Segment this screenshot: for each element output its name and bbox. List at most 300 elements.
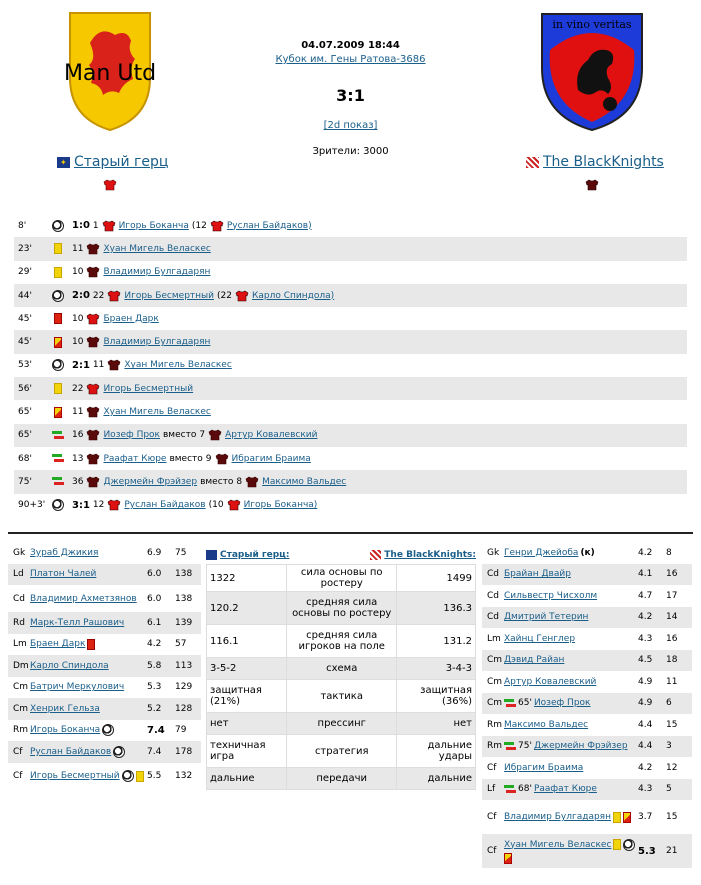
ball-icon (122, 770, 134, 782)
away-flag-icon (526, 157, 539, 168)
show-2d-link[interactable]: [2d показ] (323, 120, 378, 131)
player-rating: 4.9 (638, 676, 653, 687)
player-cell (504, 677, 638, 687)
player-rating: 5.3 (638, 845, 656, 857)
red-card-icon (87, 639, 95, 650)
lineup-row (8, 612, 201, 634)
sub-out-player-link[interactable]: Максимо Вальдес (262, 476, 347, 487)
ball-icon (52, 499, 64, 511)
sub-word: вместо (200, 476, 234, 487)
cup-link[interactable]: Кубок им. Гены Ратова-3686 (275, 54, 426, 65)
player-cell (30, 704, 147, 714)
player-link[interactable]: Джермейн Фрэйзер (103, 476, 198, 487)
player-position: Gk (487, 547, 500, 558)
event-score: 2:0 (72, 290, 90, 302)
shirt-icon (235, 290, 249, 302)
player-link[interactable]: Хуан Мигель Веласкес (504, 839, 612, 850)
player-link[interactable]: Хуан Мигель Веласкес (124, 360, 232, 371)
player-link[interactable]: Батрич Меркулович (30, 682, 125, 693)
player-position: Rm (487, 719, 503, 730)
player-number: 10 (72, 313, 84, 324)
shirt-icon (86, 406, 100, 418)
player-cell (504, 612, 638, 622)
second-yellow-card-icon (504, 853, 512, 864)
player-link[interactable]: Браен Дарк (103, 313, 159, 324)
comparison-row (207, 680, 476, 713)
player-link[interactable]: Владимир Булгадарян (103, 267, 211, 278)
player-link[interactable]: Руслан Байдаков (30, 746, 112, 757)
player-cell (30, 770, 147, 782)
player-cell (504, 812, 638, 823)
player-number: 36 (72, 476, 84, 487)
event-row (14, 237, 687, 260)
player-link[interactable]: Зураб Джикия (30, 547, 99, 558)
player-link[interactable]: Ибрагим Браима (504, 762, 584, 773)
player-rating: 4.7 (638, 590, 653, 601)
player-cell (504, 784, 638, 795)
player-position: Ld (13, 569, 24, 580)
ball-icon (52, 220, 64, 232)
player-power: 16 (666, 633, 678, 644)
shirt-icon (245, 476, 259, 488)
event-row (14, 307, 687, 330)
player-position: Cf (487, 846, 497, 856)
away-value: дальние удары (397, 735, 476, 768)
away-value: 1499 (397, 565, 476, 592)
event-row (14, 400, 687, 423)
player-number: 12 (92, 500, 105, 511)
event-icon-cell (50, 290, 66, 302)
comparison-label: средняя сила игроков на поле (287, 625, 397, 658)
away-value: 131.2 (397, 625, 476, 658)
shirt-icon (107, 499, 121, 511)
player-position: Cf (13, 746, 23, 757)
event-minute: 68' (18, 453, 32, 464)
player-cell (30, 661, 147, 671)
assist-link[interactable]: Карло Спиндола) (251, 290, 335, 301)
player-power: 6 (666, 698, 672, 709)
lineup-row (8, 698, 201, 720)
player-cell (504, 763, 638, 773)
lineup-row (8, 564, 201, 586)
player-position: Rm (13, 725, 29, 736)
player-position: Cf (487, 762, 497, 773)
player-cell (504, 548, 638, 558)
player-power: 3 (666, 741, 672, 752)
lineup-row (482, 542, 692, 564)
event-row (14, 424, 687, 447)
player-link[interactable]: Хуан Мигель Веласкес (103, 243, 211, 254)
event-icon-cell (50, 453, 66, 464)
player-link[interactable]: Владимир Булгадарян (504, 812, 611, 822)
player-power: 75 (175, 547, 187, 558)
player-link[interactable]: Раафат Кюре (103, 453, 167, 464)
home-value: 3-5-2 (207, 658, 287, 680)
comparison-label: тактика (287, 680, 397, 713)
shirt-icon (86, 453, 100, 465)
event-body (66, 290, 334, 302)
event-icon-cell (50, 243, 66, 254)
match-date: 04.07.2009 18:44 (301, 40, 400, 51)
player-rating: 4.2 (638, 762, 653, 773)
event-minute: 90+3' (18, 500, 46, 511)
player-cell (504, 634, 638, 644)
player-cell (504, 720, 638, 730)
comparison-table (206, 564, 476, 790)
player-position: Lm (13, 639, 27, 650)
away-value: дальние (397, 768, 476, 790)
player-position: Cd (487, 590, 499, 601)
player-position: Cd (487, 569, 499, 580)
home-lineup (8, 542, 201, 790)
event-body (66, 220, 312, 232)
event-row (14, 330, 687, 353)
player-link[interactable]: Генри Джейоба (504, 547, 579, 558)
comparison-row (207, 713, 476, 735)
player-rating: 4.4 (638, 719, 653, 730)
comparison-label: сила основы по ростеру (287, 565, 397, 592)
captain-badge: (к) (580, 547, 595, 558)
comparison-row (207, 768, 476, 790)
away-value: защитная (36%) (397, 680, 476, 713)
home-value: защитная (21%) (207, 680, 287, 713)
lineup-row (482, 736, 692, 758)
home-team (57, 154, 168, 170)
player-link[interactable]: Артур Ковалевский (504, 676, 597, 687)
home-value: 120.2 (207, 592, 287, 625)
player-position: Gk (13, 547, 26, 558)
event-row (14, 284, 687, 307)
lineup-row (8, 634, 201, 656)
player-rating: 5.2 (147, 703, 162, 714)
home-flag-icon: ✦ (57, 157, 70, 168)
event-body (66, 336, 210, 348)
player-number: 11 (72, 243, 84, 254)
player-cell (30, 594, 147, 604)
player-position: Rd (13, 617, 25, 628)
player-power: 5 (666, 784, 672, 795)
shirt-icon (215, 453, 229, 465)
comparison-label: прессинг (287, 713, 397, 735)
player-power: 14 (666, 612, 678, 623)
event-icon-cell (50, 313, 66, 324)
comparison-row (207, 565, 476, 592)
event-icon-cell (50, 407, 66, 418)
player-power: 11 (666, 676, 678, 687)
player-cell (30, 618, 147, 628)
event-icon-cell (50, 267, 66, 278)
comparison-row (207, 592, 476, 625)
player-power: 17 (666, 590, 678, 601)
sub-out-player-link[interactable]: Ибрагим Браима (231, 453, 311, 464)
lineup-row (482, 834, 692, 868)
player-link[interactable]: Карло Спиндола (30, 660, 109, 671)
lineup-row (482, 779, 692, 801)
lineup-row (8, 542, 201, 564)
event-minute: 8' (18, 220, 27, 231)
player-number: 22 (92, 290, 105, 301)
player-rating: 4.2 (147, 639, 162, 650)
player-link[interactable]: Хайнц Генглер (504, 633, 576, 644)
player-position: Cm (13, 682, 29, 693)
shirt-icon (227, 499, 241, 511)
substitution-icon (504, 698, 516, 709)
cmp-home-link[interactable]: Старый герц: (220, 550, 290, 560)
player-link[interactable]: Игорь Бесмертный (124, 290, 215, 301)
event-minute: 75' (18, 476, 32, 487)
home-team-link[interactable]: Старый герц (74, 154, 169, 170)
player-link[interactable]: Марк-Телл Рашович (30, 617, 125, 628)
player-power: 138 (175, 569, 193, 580)
ball-icon (113, 746, 125, 758)
event-icon-cell (50, 430, 66, 441)
event-minute: 45' (18, 313, 32, 324)
away-logo-text: in vino veritas (552, 18, 632, 31)
match-score: 3:1 (336, 86, 365, 105)
player-link[interactable]: Браен Дарк (30, 639, 86, 650)
player-cell (504, 655, 638, 665)
event-icon-cell (50, 337, 66, 348)
shirt-icon (208, 429, 222, 441)
yellow-card-icon (613, 812, 621, 823)
home-shirt-icon (103, 179, 117, 191)
away-team (526, 154, 664, 170)
event-score: 1:0 (72, 220, 90, 232)
player-link[interactable]: Дмитрий Тетерин (504, 612, 589, 623)
player-number: 22 (72, 383, 84, 394)
home-value: 116.1 (207, 625, 287, 658)
team-comparison (206, 546, 476, 790)
player-link[interactable]: Иозеф Прок (533, 698, 591, 709)
event-body (66, 406, 211, 418)
shirt-icon (86, 429, 100, 441)
away-value: 136.3 (397, 592, 476, 625)
player-link[interactable]: Руслан Байдаков (124, 500, 206, 511)
lineup-row (482, 628, 692, 650)
player-position: Lf (487, 784, 496, 795)
player-rating: 4.3 (638, 784, 653, 795)
shirt-icon (86, 243, 100, 255)
event-minute: 53' (18, 360, 32, 371)
event-row (14, 494, 687, 517)
ball-icon (52, 290, 64, 302)
event-body (66, 359, 232, 371)
shirt-icon (107, 359, 121, 371)
player-rating: 6.0 (147, 593, 162, 604)
player-number: 16 (72, 430, 84, 441)
player-power: 15 (666, 719, 678, 730)
player-link[interactable]: Сильвестр Чисхолм (504, 590, 598, 601)
player-link[interactable]: Дэвид Райан (504, 655, 565, 666)
player-position: Cm (487, 655, 503, 666)
lineup-row (482, 693, 692, 715)
yellow-card-icon (613, 839, 621, 850)
event-row (14, 470, 687, 493)
lineup-row (482, 800, 692, 834)
player-rating: 4.5 (638, 655, 653, 666)
lineup-row (8, 677, 201, 699)
substitution-icon (504, 784, 516, 795)
divider (8, 532, 693, 534)
player-rating: 4.9 (638, 698, 653, 709)
cmp-away-link[interactable]: The BlackKnights: (384, 550, 476, 560)
player-power: 12 (666, 762, 678, 773)
event-body (66, 476, 346, 488)
player-link[interactable]: Платон Чалей (30, 569, 97, 580)
shirt-icon (86, 266, 100, 278)
player-cell (30, 569, 147, 579)
sub-word: вместо (169, 453, 203, 464)
player-rating: 4.3 (638, 633, 653, 644)
event-minute: 45' (18, 337, 32, 348)
event-body (66, 313, 159, 325)
player-link[interactable]: Владимир Ахметзянов (30, 593, 137, 604)
comparison-label: передачи (287, 768, 397, 790)
player-link[interactable]: Игорь Боканча (118, 220, 189, 231)
sub-out-player-link[interactable]: Артур Ковалевский (225, 430, 318, 441)
player-position: Lm (487, 633, 501, 644)
player-power: 178 (175, 746, 193, 757)
shirt-icon (86, 313, 100, 325)
event-body (66, 243, 211, 255)
away-value: 3-4-3 (397, 658, 476, 680)
event-row (14, 377, 687, 400)
player-rating: 4.1 (638, 569, 653, 580)
substitution-icon (504, 741, 516, 752)
assist-number: (10 (208, 500, 224, 511)
player-power: 8 (666, 547, 672, 558)
away-value: нет (397, 713, 476, 735)
player-link[interactable]: Хуан Мигель Веласкес (103, 407, 211, 418)
home-value: нет (207, 713, 287, 735)
event-score: 2:1 (72, 359, 90, 371)
player-power: 15 (666, 812, 678, 822)
player-link[interactable]: Максимо Вальдес (504, 719, 589, 730)
event-score: 3:1 (72, 499, 90, 511)
player-rating: 7.4 (147, 746, 162, 757)
player-link[interactable]: Хенрик Гельза (30, 703, 100, 714)
player-power: 132 (175, 771, 193, 781)
comparison-row (207, 625, 476, 658)
spectators: Зрители: 3000 (312, 146, 389, 157)
lineup-row (8, 763, 201, 790)
event-icon-cell (50, 359, 66, 371)
player-power: 18 (666, 655, 678, 666)
sub-out-number: 9 (205, 453, 212, 464)
comparison-label: средняя сила основы по ростеру (287, 592, 397, 625)
sub-word: вместо (163, 430, 197, 441)
player-power: 128 (175, 703, 193, 714)
shirt-icon (86, 476, 100, 488)
away-team-link[interactable]: The BlackKnights (543, 154, 664, 170)
event-minute: 65' (18, 430, 32, 441)
home-logo-text: Man Utd (63, 61, 157, 86)
red-card-icon (54, 313, 62, 324)
player-link[interactable]: Игорь Бесмертный (30, 771, 120, 781)
event-icon-cell (50, 499, 66, 511)
lineup-row (8, 720, 201, 742)
player-position: Cm (13, 703, 29, 714)
player-rating: 3.7 (638, 812, 653, 822)
second-yellow-card-icon (54, 337, 62, 348)
player-rating: 4.2 (638, 547, 653, 558)
events-list (14, 214, 687, 517)
lineup-row (482, 607, 692, 629)
player-number: 13 (72, 453, 84, 464)
event-icon-cell (50, 476, 66, 487)
assist-link[interactable]: Игорь Боканча) (243, 500, 318, 511)
player-link[interactable]: Владимир Булгадарян (103, 337, 211, 348)
player-cell (504, 569, 638, 579)
second-yellow-card-icon (623, 812, 631, 823)
shirt-icon (107, 290, 121, 302)
player-cell (504, 591, 638, 601)
sub-minute: 68' (518, 784, 532, 795)
player-cell (30, 548, 147, 558)
player-link[interactable]: Брайан Двайр (504, 569, 571, 580)
event-minute: 44' (18, 290, 32, 301)
sub-out-number: 8 (236, 476, 243, 487)
player-link[interactable]: Раафат Кюре (533, 784, 597, 795)
player-position: Cd (13, 593, 25, 604)
player-number: 10 (72, 267, 84, 278)
player-position: Cm (487, 676, 503, 687)
substitution-icon (52, 430, 64, 441)
player-rating: 6.1 (147, 617, 162, 628)
player-cell (504, 698, 638, 709)
event-body (66, 429, 317, 441)
home-value: 1322 (207, 565, 287, 592)
yellow-card-icon (54, 243, 62, 254)
player-link[interactable]: Игорь Бесмертный (103, 383, 194, 394)
substitution-icon (52, 453, 64, 464)
event-minute: 23' (18, 243, 32, 254)
player-power: 113 (175, 660, 193, 671)
event-body (66, 266, 210, 278)
event-row (14, 261, 687, 284)
event-body (66, 383, 193, 395)
ball-icon (52, 359, 64, 371)
player-power: 129 (175, 682, 193, 693)
ball-icon (102, 724, 114, 736)
player-link[interactable]: Игорь Боканча (30, 725, 101, 736)
player-cell (30, 682, 147, 692)
lineup-row (482, 650, 692, 672)
event-body (66, 453, 311, 465)
away-shirt-icon (585, 179, 599, 191)
lineup-row (482, 585, 692, 607)
player-cell (30, 639, 147, 650)
event-minute: 29' (18, 267, 32, 278)
player-rating: 4.2 (638, 612, 653, 623)
ball-icon (623, 839, 635, 851)
player-link[interactable]: Джермейн Фрэйзер (533, 741, 628, 752)
sub-minute: 65' (518, 698, 532, 709)
player-rating: 6.9 (147, 547, 162, 558)
player-number: 11 (92, 360, 105, 371)
player-position: Cf (487, 812, 497, 822)
player-number: 11 (72, 407, 84, 418)
player-rating: 6.0 (147, 569, 162, 580)
comparison-row (207, 735, 476, 768)
lineup-row (482, 671, 692, 693)
lineup-row (8, 655, 201, 677)
player-rating: 5.3 (147, 682, 162, 693)
assist-link[interactable]: Руслан Байдаков) (226, 220, 312, 231)
player-link[interactable]: Иозеф Прок (103, 430, 160, 441)
lineup-row (482, 564, 692, 586)
player-power: 16 (666, 569, 678, 580)
